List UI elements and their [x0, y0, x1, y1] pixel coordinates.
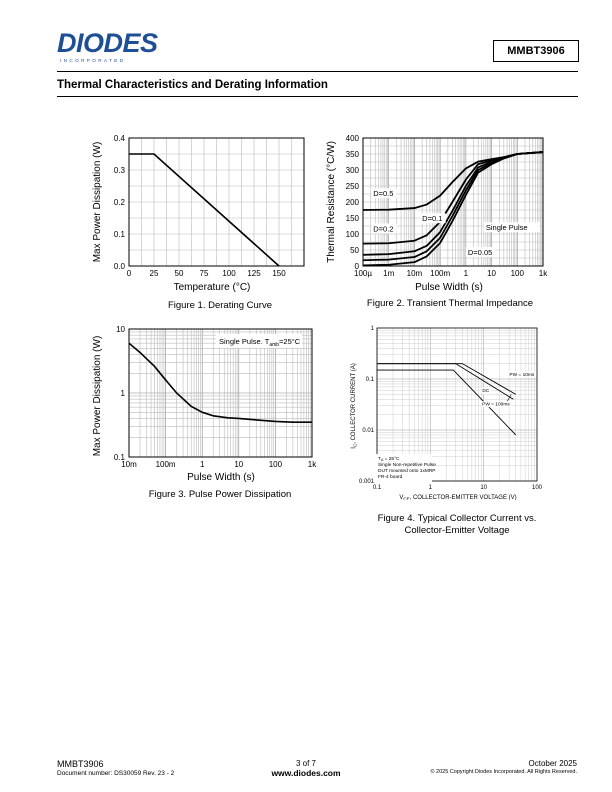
fig2-x-tick-label: 1k [538, 269, 548, 278]
figure-1-caption: Figure 1. Derating Curve [167, 300, 273, 311]
fig2-x-tick-label: 10 [487, 269, 497, 278]
fig3-y-tick-label: 1 [120, 389, 125, 398]
fig1-x-tick-label: 0 [126, 269, 132, 278]
fig3-legend: Single Pulse. $T_{amb}=25^\circ C$ [219, 337, 301, 348]
fig3-y-tick-label: 10 [116, 325, 125, 334]
fig3-x-tick-label: 1 [199, 460, 205, 469]
fig2-annotation: D=0.2 [373, 224, 394, 234]
fig2-y-tick-label: 0 [354, 262, 359, 271]
figure-4-caption-line-1: Figure 4. Typical Collector Current vs. [377, 513, 537, 524]
fig2-x-tick-label: 100 [510, 269, 524, 278]
fig2-y-tick-label: 200 [345, 198, 359, 207]
fig1-x-tick-label: 25 [149, 269, 159, 278]
fig2-y-tick-label: 150 [345, 214, 359, 223]
footer-url[interactable]: www.diodes.com [271, 768, 341, 778]
fig1-y-tick-label: 0.4 [113, 134, 125, 143]
fig3-y-axis-label: Max Power Dissipation (W) [92, 335, 103, 457]
fig4-y-axis-label: $I_C$, COLLECTOR CURRENT (A) [351, 363, 358, 449]
fig1-y-tick-label: 0.3 [113, 166, 125, 175]
fig1-x-tick-label: 50 [174, 269, 184, 278]
footer-part: MMBT3906 [57, 759, 104, 769]
fig4-note-pulse: Single Non-repetitive Pulse [378, 463, 436, 468]
figure-3-caption: Figure 3. Pulse Power Dissipation [148, 489, 292, 500]
fig2-y-tick-label: 300 [345, 166, 359, 175]
fig2-annotation: D=0.1 [422, 214, 443, 224]
fig3-x-axis-label: Pulse Width (s) [187, 472, 255, 483]
logo-text: DIODES [57, 28, 158, 58]
fig4-annotation: PW = 100ms [482, 402, 510, 408]
fig1-x-tick-label: 150 [272, 269, 286, 278]
fig3-y-tick-label: 0.1 [113, 453, 125, 462]
part-number-box: MMBT3906 [493, 40, 579, 62]
fig2-annotation: D=0.05 [467, 248, 493, 258]
fig4-y-tick-label: 0.01 [362, 428, 374, 434]
fig2-x-axis-label: Pulse Width (s) [415, 282, 483, 293]
fig4-y-tick-label: 0.001 [358, 479, 374, 485]
fig4-y-tick-label: 1 [370, 326, 374, 332]
fig4-x-tick-label: 10 [480, 485, 488, 491]
footer-copyright: © 2025 Copyright Diodes Incorporated. All Rights Reserved. [430, 769, 577, 775]
fig2-x-tick-label: 10m [406, 269, 423, 278]
fig4-x-tick-label: 100 [531, 485, 543, 491]
fig1-y-tick-label: 0.2 [113, 198, 125, 207]
figure-2-caption: Figure 2. Transient Thermal Impedance [366, 298, 534, 309]
fig2-y-tick-label: 350 [345, 150, 359, 159]
footer-page: 3 of 7 [295, 759, 316, 768]
fig2-x-tick-label: 1 [463, 269, 469, 278]
fig1-x-axis-label: Temperature (°C) [173, 282, 251, 293]
fig4-x-axis-label: $V_{CE}$, COLLECTOR-EMITTER VOLTAGE (V) [399, 495, 517, 500]
fig3-x-tick-label: 100 [268, 460, 283, 469]
figure-4-caption-line-2: Collector-Emitter Voltage [404, 525, 510, 536]
fig2-annotation: D=0.5 [373, 189, 394, 199]
fig1-x-tick-label: 75 [199, 269, 209, 278]
fig3-x-tick-label: 100m [155, 460, 176, 469]
fig4-y-tick-label: 0.1 [365, 377, 374, 383]
fig4-note-dut: DUT mounted onto 1xMRP [378, 469, 436, 474]
logo-subtext: INCORPORATED [60, 58, 126, 63]
section-rule [57, 96, 578, 97]
fig3-x-tick-label: 1k [307, 460, 317, 469]
footer-date: October 2025 [528, 759, 577, 768]
fig4-annotation: PW = 10ms [509, 372, 535, 378]
fig2-y-axis-label: Thermal Resistance (°C/W) [326, 141, 337, 263]
fig2-y-tick-label: 400 [345, 134, 359, 143]
fig1-y-tick-label: 0.1 [113, 230, 125, 239]
section-title: Thermal Characteristics and Derating Information [57, 79, 328, 91]
fig2-x-tick-label: 100µ [354, 269, 372, 278]
pulse-power-curve-line [129, 343, 312, 422]
fig4-x-tick-label: 1 [428, 485, 433, 491]
fig1-x-tick-label: 125 [247, 269, 261, 278]
fig1-y-axis-label: Max Power Dissipation (W) [92, 141, 103, 263]
fig1-x-tick-label: 100 [222, 269, 236, 278]
fig2-x-tick-label: 100m [430, 269, 451, 278]
fig2-y-tick-label: 50 [350, 246, 359, 255]
fig1-y-tick-label: 0.0 [113, 262, 125, 271]
fig2-y-tick-label: 250 [345, 182, 359, 191]
fig4-note-board: FR-4 board [378, 475, 403, 480]
fig4-annotation: DC [482, 389, 490, 395]
fig2-annotation: Single Pulse [485, 223, 528, 233]
fig4-x-tick-label: 0.1 [372, 485, 382, 491]
figure-4-collector-current-vs-voltage [340, 320, 550, 500]
figure-3-pulse-power-dissipation [88, 320, 318, 488]
fig4-note-temp: $T_A = 25^\circ C$ [378, 457, 400, 463]
fig3-x-tick-label: 10 [234, 460, 244, 469]
figure-1-derating-curve [88, 128, 313, 298]
figure-2-transient-thermal-impedance [322, 128, 552, 298]
fig2-x-tick-label: 1m [383, 269, 395, 278]
header-rule [57, 71, 578, 72]
diodes-logo [57, 30, 162, 66]
footer-docnum: Document number: DS30059 Rev. 23 - 2 [57, 770, 175, 777]
fig3-x-tick-label: 10m [121, 460, 137, 469]
fig2-y-tick-label: 100 [345, 230, 359, 239]
